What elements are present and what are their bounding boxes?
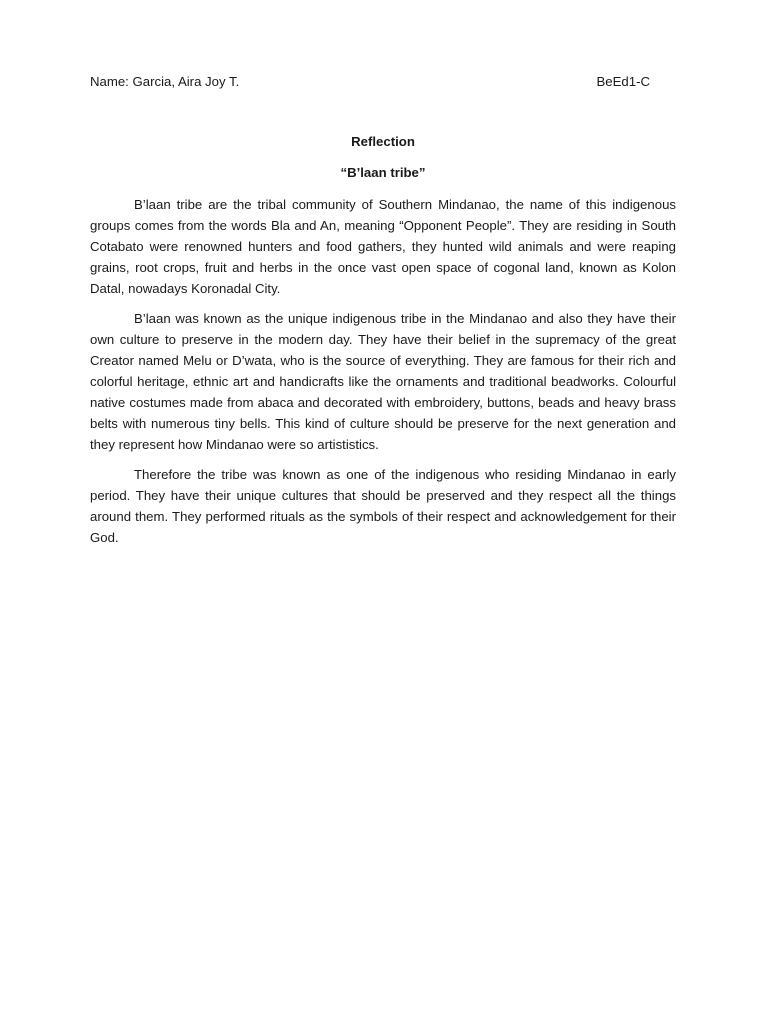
document-header bbox=[90, 72, 650, 92]
paragraph-2: B’laan was known as the unique indigenous tribe in the Mindanao and also they have their own culture to preserve in the modern day. They have their belief in the supremacy of the great Creator named Melu or D’wata, who is the source of everything. They are famous for their rich and colorful heritage, ethnic art and handicrafts like the ornaments and traditional beadworks. Colourful native costumes made from abaca and decorated with embroidery, buttons, beads and heavy brass belts with numerous tiny bells. This kind of culture should be preserve for the next generation and they represent how Mindanao were so artististics. bbox=[90, 311, 676, 452]
student-name: Name: Garcia, Aira Joy T. bbox=[90, 74, 240, 89]
paragraph-3: Therefore the tribe was known as one of the indigenous who residing Mindanao in early period. They have their unique cultures that should be preserved and they respect all the things around them. They performed rituals as the symbols of their respect and acknowledgement for their God. bbox=[90, 467, 676, 545]
class-section: BeEd1-C bbox=[596, 74, 650, 89]
document-title: Reflection bbox=[351, 134, 415, 149]
document-body bbox=[90, 194, 676, 557]
paragraph-1: B’laan tribe are the tribal community of Southern Mindanao, the name of this indigenous groups comes from the words Bla and An, meaning “Opponent People”. They are residing in South Cotabato were renowned hunters and food gathers, they hunted wild animals and were reaping grains, root crops, fruit and herbs in the once vast open space of cogonal land, known as Kolon Datal, nowadays Koronadal City. bbox=[90, 197, 676, 296]
document-subtitle: “B’laan tribe” bbox=[340, 165, 426, 180]
